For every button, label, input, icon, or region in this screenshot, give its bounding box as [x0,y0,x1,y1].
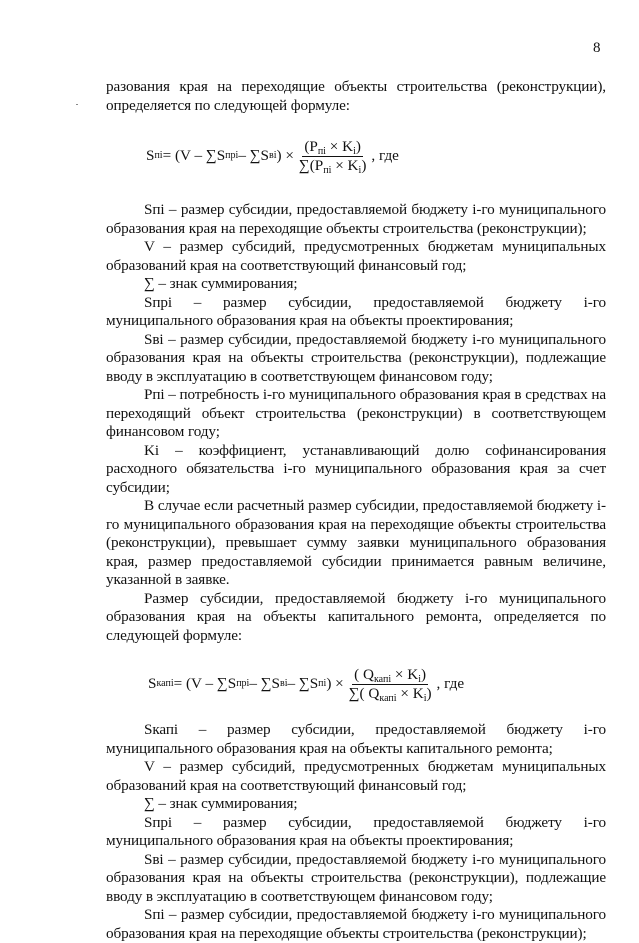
formula-term: = (V – ∑S [162,147,226,164]
fraction-numerator: $(P_{пi} \times K_i)$ [304,137,361,157]
formula-term: – ∑S [287,675,319,692]
definition-paragraph: Pпi – потребность i-го муниципального образования края в средствах на переходящий объект строительства (реконструкции) в соответствующем финансовом году; [106,386,606,440]
fraction-numerator: ( $Q_{капi} \times K_i$) [354,665,427,685]
definition-paragraph: ∑ – знак суммирования; [144,795,298,812]
definitions-block-1 [106,201,606,645]
definition-paragraph: Sкапi – размер субсидии, предоставляемой бюджету i-го муниципального образования края на объекты капитального ремонта; [106,721,606,757]
definition-paragraph: В случае если расчетный размер субсидии, предоставляемой бюджету i-го муниципального образования края на переходящие объекты строительства (реконструкции), превышает сумму заявки муниципального образования края, размер предоставляемой субсидии принимается равным величине, указанной в заявке. [106,497,606,588]
subsidy-formula-transitional: S пi = (V – ∑S прi – ∑S вi ) × $\frac{(P_{пi} \times K_i)}{\sum(P_{пi} \times K_i)}$ , где [146,137,399,176]
definition-paragraph: Ki – коэффициент, устанавливающий долю софинансирования расходного обязательства i-го муниципального образования края за счет субсидии; [106,441,606,496]
formula-term: = (V – ∑S [173,675,237,692]
fraction-denominator: $\sum(P_{пi} \times K_i)$ [298,156,367,176]
formula-term: – ∑S [249,675,280,692]
subsidy-formula-capital-repair: S капi = (V – ∑S прi – ∑S вi – ∑S пi ) × $\frac{( Q_{капi} \times K_i)}{\sum( Q_{капi} \times K_i)}$ , где [148,665,465,704]
definition-paragraph: V – размер субсидий, предусмотренных бюджетам муниципальных образований края на соответствующий финансовый год; [106,238,606,274]
page-number: 8 [593,40,601,56]
definition-paragraph: Sпi – размер субсидии, предоставляемой бюджету i-го муниципального образования края на переходящие объекты строительства (реконструкции); [106,906,606,942]
definition-paragraph: Sвi – размер субсидии, предоставляемой бюджету i-го муниципального образования края на объекты строительства (реконструкции), подлежащие вводу в эксплуатацию в соответствующем финансовом году; [106,850,606,905]
definition-paragraph: ∑ – знак суммирования; [144,275,298,292]
formula-tail: , где [371,147,399,164]
definition-paragraph: Размер субсидии, предоставляемой бюджету i-го муниципального образования края на объекты капитального ремонта, определяется по следующей формуле: [106,589,606,644]
definition-paragraph: Sвi – размер субсидии, предоставляемой бюджету i-го муниципального образования края на объекты строительства (реконструкции), подлежащие вводу в эксплуатацию в соответствующем финансовом году; [106,330,606,385]
intro-paragraph: разования края на переходящие объекты строительства (реконструкции), определяется по следующей формуле: [106,78,606,114]
formula-fraction [347,667,434,702]
formula-tail: , где [436,675,465,692]
formula-term: S [146,147,155,164]
fraction-denominator: ∑( $Q_{капi} \times K_i$) [348,684,432,704]
definition-paragraph: Sпрi – размер субсидии, предоставляемой бюджету i-го муниципального образования края на объекты проектирования; [106,293,606,329]
formula-term: ) × [326,675,344,692]
formula-term: – ∑S [238,147,269,164]
definition-paragraph: V – размер субсидий, предусмотренных бюджетам муниципальных образований края на соответствующий финансовый год; [106,758,606,794]
document-body [106,78,606,943]
definitions-block-2 [106,721,606,943]
formula-term: ) × [276,147,294,164]
scan-mark [76,104,78,105]
formula-term: S [148,675,157,692]
formula-fraction [297,139,368,174]
definition-paragraph: Sпi – размер субсидии, предоставляемой бюджету i-го муниципального образования края на переходящие объекты строительства (реконструкции); [106,201,606,237]
definition-paragraph: Sпрi – размер субсидии, предоставляемой бюджету i-го муниципального образования края на объекты проектирования; [106,813,606,849]
